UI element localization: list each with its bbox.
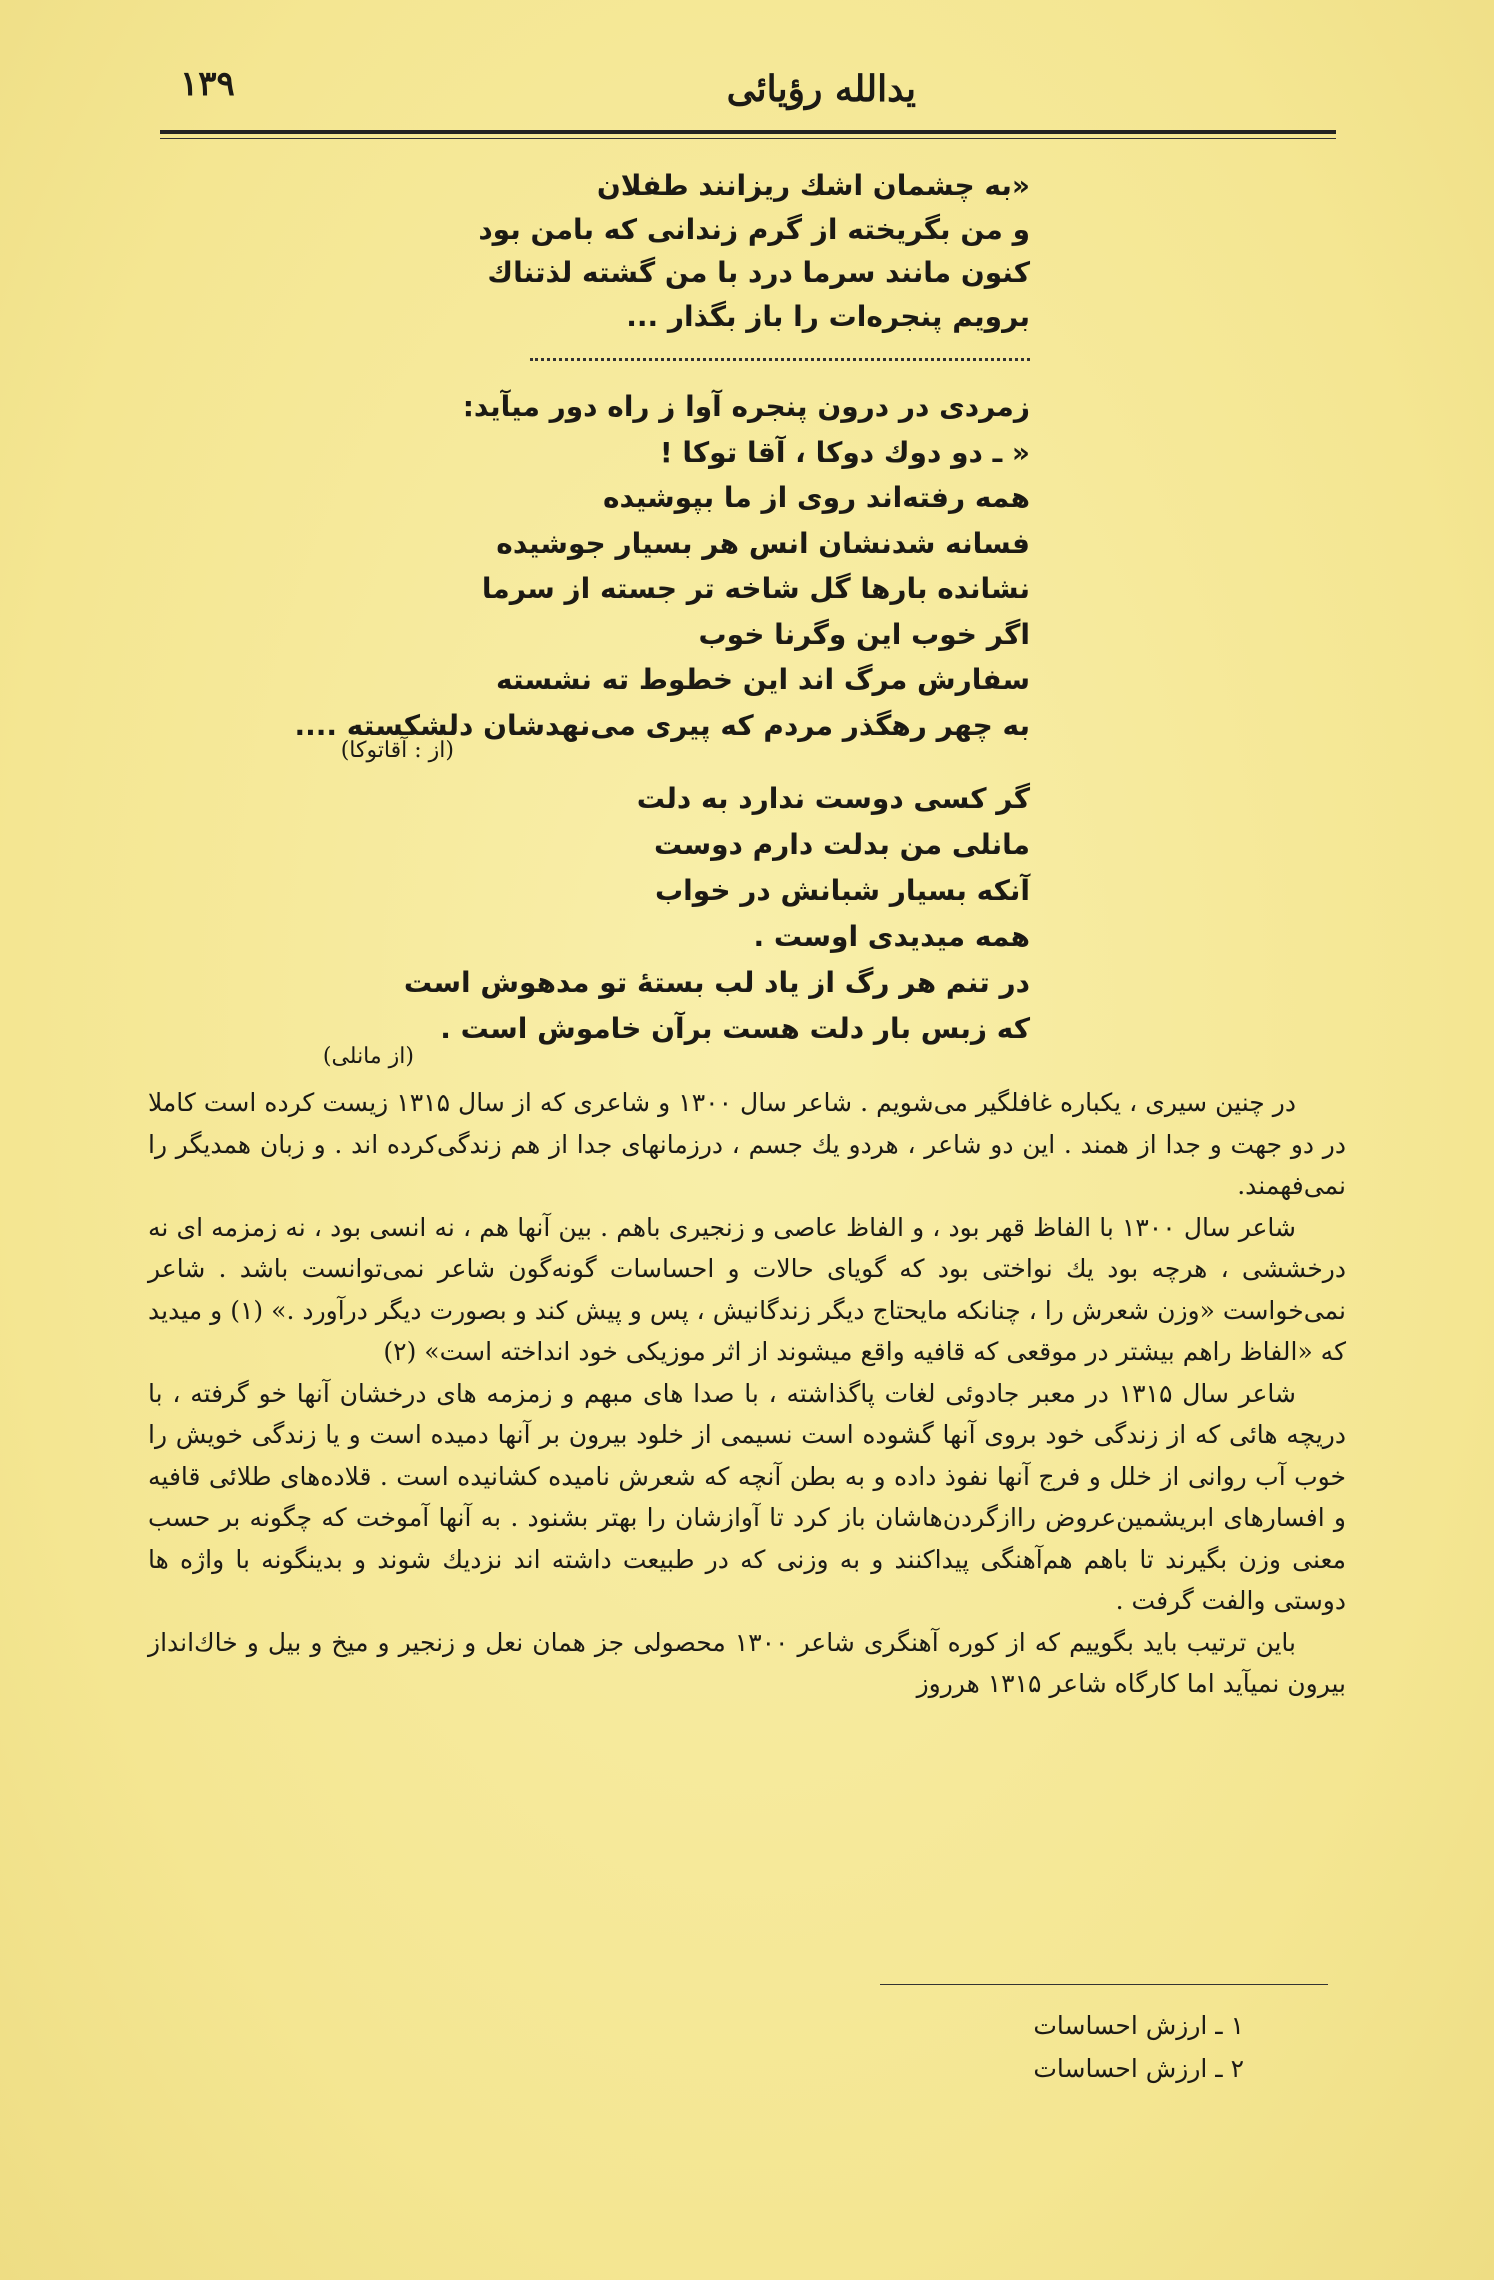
poem-line: همه میدیدی اوست .	[753, 920, 1030, 953]
footnote-rule	[880, 1984, 1328, 1985]
prose-paragraph: شاعر سال ۱۳۱۵ در معبر جادوئی لغات پاگذاشته ، با صدا های مبهم و زمزمه های درخشان آنها خو گرفته ، با دریچه هائی كه از زندگی خود بروی آنها گشوده است نسیمی از خلود بیرون بر آنها دمیده است و یا زندگی خویش را خوب آب روانی از خلل و فرج آنها نفوذ داده و به بطن آنچه كه شعرش نامیده كشانیده است . قلاده‌های طلائی قافیه و افسارهای ابریشمین‌عروض رااز‌گردن‌هاشان باز كرد تا آوازشان را بهتر بشنود . به آنها آموخت كه چگونه بر حسب معنی وزن بگیرند تا باهم هم‌آهنگی پیداكنند و به وزنی كه در طبیعت داشته اند نزدیك شوند و بدینگونه با واژه ها دوستی والفت گرفت .	[148, 1378, 1346, 1615]
poem-line: فسانه شدنشان انس هر بسیار جوشیده	[496, 526, 1030, 560]
poem-line: كنون مانند سرما درد با من گشته لذتناك	[487, 256, 1030, 289]
poem-line: و من بگریخته از گرم زندانی كه بامن بود	[478, 212, 1030, 246]
prose-paragraph: در چنین سیری ، یكباره غافلگیر می‌شویم . شاعر سال ۱۳۰۰ و شاعری كه از سال ۱۳۱۵ زیست كرده است كاملا در دو جهت و جدا از همند . این دو شاعر ، هردو یك جسم ، درزمانهای جدا از هم زندگی‌كرده اند . و زبان همدیگر را نمی‌فهمند.	[148, 1088, 1346, 1200]
prose-paragraph: باین ترتیب باید بگوییم كه از كوره آهنگری شاعر ۱۳۰۰ محصولی جز همان نعل و زنجیر و میخ و بیل و خاك‌انداز بیرون نمیآید اما كارگاه شاعر ۱۳۱۵ هرروز	[148, 1627, 1346, 1698]
header-rule-thin	[160, 138, 1336, 139]
poem-line: همه رفته‌اند روی از ما بپوشیده	[603, 481, 1030, 514]
poem-source-1: (از : آقاتوكا)	[340, 738, 454, 763]
poem-line: در تنم هر رگ از یاد لب بستهٔ تو مدهوش است	[403, 966, 1030, 999]
prose-body	[148, 1082, 1346, 1705]
poem-line: به چهر رهگذر مردم كه پیری می‌نهدشان دلشكسته ....	[294, 708, 1030, 742]
poem-line: برویم پنجره‌ات را باز بگذار ...	[626, 299, 1030, 333]
poem-line: آنكه بسیار شبانش در خواب	[655, 874, 1030, 907]
poem-block-2	[295, 384, 1031, 748]
poem-line: اگر خوب این وگرنا خوب	[698, 617, 1030, 651]
poem-line: كه زبس بار دلت هست برآن خاموش است .	[440, 1012, 1030, 1045]
page-number: ۱۳۹	[180, 64, 235, 104]
footnotes	[1033, 2004, 1244, 2090]
poem-line: سفارش مرگ اند این خطوط ته نشسته	[496, 663, 1030, 696]
poem-line: زمردی در درون پنجره آوا ز راه دور میآید:	[462, 390, 1030, 423]
poem-line: نشانده بارها گل شاخه تر جسته از سرما	[481, 572, 1030, 605]
prose-paragraph: شاعر سال ۱۳۰۰ با الفاظ قهر بود ، و الفاظ عاصی و زنجیری باهم . بین آنها هم ، نه انسی بود ، نه زمزمه ای نه درخششی ، هرچه بود یك نواختی بود كه گویای حالات و احساسات گونه‌گون شاعر نمی‌توانست باشد . شاعر نمی‌خواست «وزن شعرش را ، چنانكه مایحتاج دیگر زندگانیش ، پس و پیش كند و بصورت دیگر درآورد .» (۱) و میدید كه «الفاظ راهم بیشتر در موقعی كه قافیه واقع میشوند از اثر موزیكی خود انداخته است» (۲)	[148, 1212, 1346, 1366]
poem-source-2: (از مانلی)	[322, 1044, 414, 1069]
poem-line: مانلی من بدلت دارم دوست	[653, 828, 1030, 861]
poem-block-1	[478, 164, 1030, 338]
footnote: ۱ ـ ارزش احساسات	[1033, 2011, 1244, 2040]
page-header	[160, 58, 1336, 130]
poem-line: « ـ دو دوك دوكا ، آقا توكا !	[659, 435, 1030, 469]
running-title: یدالله رؤیائی	[726, 68, 916, 110]
poem-block-3	[404, 776, 1030, 1052]
dotted-separator	[530, 358, 1030, 361]
poem-line: «به چشمان اشك ریزانند طفلان	[596, 169, 1030, 202]
poem-line: گر كسی دوست ندارد به دلت	[636, 782, 1030, 815]
footnote: ۲ ـ ارزش احساسات	[1033, 2054, 1244, 2083]
header-rule	[160, 130, 1336, 134]
